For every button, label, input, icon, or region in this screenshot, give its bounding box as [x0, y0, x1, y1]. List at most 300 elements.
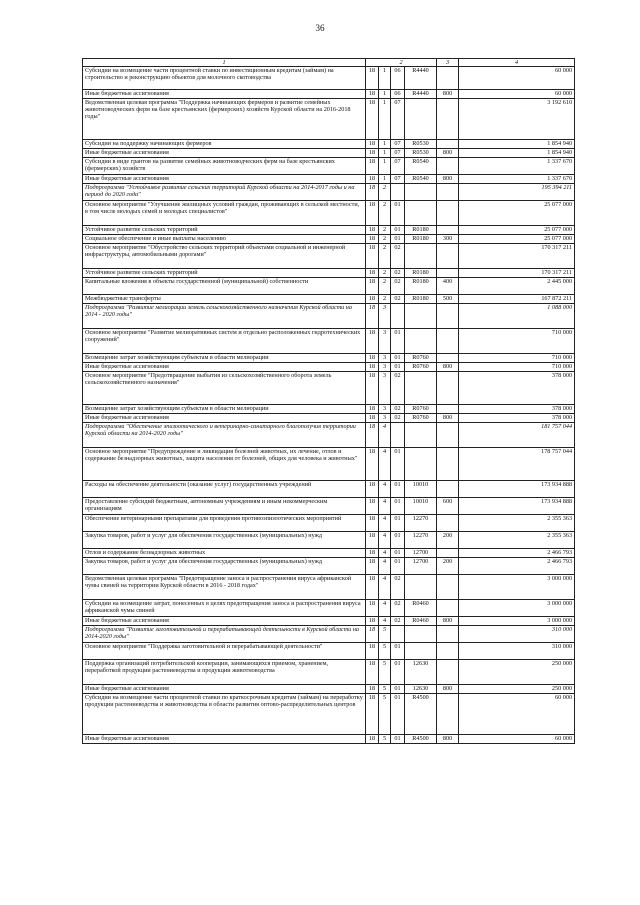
- row-code-expense-type: [437, 626, 459, 643]
- row-code-direction: [405, 201, 437, 226]
- row-code-direction: R0460: [405, 600, 437, 617]
- row-code-ministry: 18: [366, 329, 379, 354]
- row-code-subprogram: 4: [379, 575, 391, 600]
- row-code-expense-type: [437, 600, 459, 617]
- row-code-expense-type: [437, 549, 459, 558]
- row-amount: 250 000: [459, 660, 575, 685]
- row-code-activity: 01: [391, 735, 405, 744]
- row-code-expense-type: 200: [437, 558, 459, 575]
- row-code-ministry: 18: [366, 372, 379, 405]
- row-amount: 2 466 793: [459, 549, 575, 558]
- row-code-subprogram: 4: [379, 600, 391, 617]
- row-code-ministry: 18: [366, 201, 379, 226]
- row-amount: 60 000: [459, 67, 575, 90]
- row-amount: 2 355 363: [459, 532, 575, 549]
- table-row: [83, 354, 575, 363]
- row-code-activity: 01: [391, 694, 405, 735]
- row-name: Закупка товаров, работ и услуг для обеспечения государственных (муниципальных) нужд: [83, 558, 366, 575]
- row-code-expense-type: [437, 140, 459, 149]
- row-code-subprogram: 1: [379, 67, 391, 90]
- row-code-subprogram: 4: [379, 532, 391, 549]
- row-code-activity: 02: [391, 269, 405, 278]
- row-amount: 1 088 000: [459, 304, 575, 329]
- row-code-activity: 01: [391, 549, 405, 558]
- row-code-subprogram: 2: [379, 201, 391, 226]
- row-code-activity: [391, 304, 405, 329]
- row-code-subprogram: 4: [379, 423, 391, 448]
- row-name: Основное мероприятие "Поддержка заготовительной и перерабатывающей деятельности": [83, 643, 366, 660]
- row-code-ministry: 18: [366, 269, 379, 278]
- row-amount: 1 337 670: [459, 158, 575, 175]
- row-code-direction: 12630: [405, 660, 437, 685]
- row-amount: 250 000: [459, 685, 575, 694]
- row-code-subprogram: 2: [379, 235, 391, 244]
- row-code-expense-type: [437, 67, 459, 90]
- row-code-direction: 12700: [405, 558, 437, 575]
- row-name: Отлов и содержание безнадзорных животных: [83, 549, 366, 558]
- row-code-expense-type: [437, 201, 459, 226]
- row-code-subprogram: 5: [379, 685, 391, 694]
- table-row: [83, 372, 575, 405]
- row-name: Субсидии в виде грантов на развитие семейных животноводческих ферм на базе крестьянских (фермерских) хозяйств: [83, 158, 366, 175]
- row-amount: 1 854 940: [459, 140, 575, 149]
- row-code-expense-type: [437, 244, 459, 269]
- row-code-direction: R4500: [405, 694, 437, 735]
- row-code-direction: [405, 99, 437, 140]
- row-name: Подпрограмма "Устойчивое развитие сельских территорий Курской области на 2014-2017 годы и на период до 2020 года": [83, 184, 366, 201]
- table-row: [83, 414, 575, 423]
- row-amount: 173 934 888: [459, 498, 575, 515]
- row-code-ministry: 18: [366, 244, 379, 269]
- row-code-direction: [405, 372, 437, 405]
- row-code-direction: R0530: [405, 149, 437, 158]
- row-name: Иные бюджетные ассигнования: [83, 90, 366, 99]
- row-code-subprogram: 1: [379, 140, 391, 149]
- row-amount: 710 000: [459, 329, 575, 354]
- table-row: [83, 201, 575, 226]
- row-name: Основное мероприятие "Улучшение жилищных условий граждан, проживающих в сельской местности, в том числе молодых семей и молодых специалистов": [83, 201, 366, 226]
- row-code-direction: R0760: [405, 354, 437, 363]
- row-code-subprogram: 2: [379, 244, 391, 269]
- row-code-expense-type: [437, 575, 459, 600]
- row-code-activity: 02: [391, 414, 405, 423]
- row-code-direction: [405, 184, 437, 201]
- table-row: [83, 735, 575, 744]
- row-code-subprogram: 5: [379, 643, 391, 660]
- row-name: Иные бюджетные ассигнования: [83, 617, 366, 626]
- row-code-expense-type: 500: [437, 295, 459, 304]
- row-amount: 3 192 610: [459, 99, 575, 140]
- row-code-activity: 02: [391, 575, 405, 600]
- row-name: Поддержка организаций потребительской кооперации, занимающихся приемом, хранением, переработкой продукции растениеводства и продукции животноводства: [83, 660, 366, 685]
- row-code-direction: [405, 448, 437, 481]
- row-amount: 378 000: [459, 414, 575, 423]
- row-code-expense-type: 800: [437, 149, 459, 158]
- row-code-subprogram: 1: [379, 90, 391, 99]
- row-code-expense-type: [437, 448, 459, 481]
- row-code-expense-type: [437, 269, 459, 278]
- row-code-direction: R0530: [405, 140, 437, 149]
- row-code-activity: 01: [391, 226, 405, 235]
- row-code-ministry: 18: [366, 235, 379, 244]
- row-amount: 3 000 000: [459, 575, 575, 600]
- row-code-direction: R0760: [405, 405, 437, 414]
- row-amount: 378 000: [459, 405, 575, 414]
- table-row: [83, 269, 575, 278]
- row-name: Закупка товаров, работ и услуг для обеспечения государственных (муниципальных) нужд: [83, 532, 366, 549]
- row-amount: 2 445 000: [459, 278, 575, 295]
- row-name: Ведомственная целевая программа "Поддержка начинающих фермеров и развитие семейных животноводческих ферм на базе крестьянских (фермерских) хозяйств Курской области на 2016-2018 годы": [83, 99, 366, 140]
- row-code-direction: [405, 643, 437, 660]
- row-code-subprogram: 5: [379, 735, 391, 744]
- row-code-subprogram: 2: [379, 295, 391, 304]
- row-code-ministry: 18: [366, 549, 379, 558]
- table-row: [83, 532, 575, 549]
- row-code-expense-type: [437, 354, 459, 363]
- table-row: [83, 600, 575, 617]
- row-amount: 25 077 000: [459, 235, 575, 244]
- row-name: Капитальные вложения в объекты государственной (муниципальной) собственности: [83, 278, 366, 295]
- row-code-ministry: 18: [366, 481, 379, 498]
- row-code-direction: R0760: [405, 363, 437, 372]
- row-code-expense-type: 200: [437, 532, 459, 549]
- row-code-ministry: 18: [366, 67, 379, 90]
- header-cell-col3: 3: [437, 59, 459, 67]
- row-code-subprogram: 1: [379, 158, 391, 175]
- row-amount: 178 757 044: [459, 448, 575, 481]
- table-row: [83, 158, 575, 175]
- row-code-ministry: 18: [366, 423, 379, 448]
- table-row: [83, 694, 575, 735]
- row-code-subprogram: 1: [379, 175, 391, 184]
- row-code-subprogram: 4: [379, 549, 391, 558]
- row-code-activity: 01: [391, 515, 405, 532]
- row-code-ministry: 18: [366, 600, 379, 617]
- row-code-subprogram: 2: [379, 269, 391, 278]
- row-code-ministry: 18: [366, 226, 379, 235]
- table-row: [83, 685, 575, 694]
- row-code-expense-type: 800: [437, 175, 459, 184]
- row-code-expense-type: [437, 481, 459, 498]
- row-code-direction: [405, 575, 437, 600]
- row-amount: 3 000 000: [459, 617, 575, 626]
- row-name: Обеспечение ветеринарными препаратами для проведения противоэпизоотических мероприятий: [83, 515, 366, 532]
- row-code-subprogram: 1: [379, 149, 391, 158]
- row-code-expense-type: 400: [437, 278, 459, 295]
- table-row: [83, 304, 575, 329]
- table-row: [83, 226, 575, 235]
- row-code-direction: R0180: [405, 226, 437, 235]
- row-code-direction: 12700: [405, 549, 437, 558]
- table-row: [83, 515, 575, 532]
- row-amount: 3 000 000: [459, 600, 575, 617]
- table-row: [83, 405, 575, 414]
- row-code-ministry: 18: [366, 643, 379, 660]
- row-code-direction: [405, 329, 437, 354]
- row-code-ministry: 18: [366, 175, 379, 184]
- row-amount: 710 000: [459, 363, 575, 372]
- row-amount: 310 000: [459, 643, 575, 660]
- row-code-expense-type: 800: [437, 685, 459, 694]
- row-code-subprogram: 2: [379, 278, 391, 295]
- row-code-direction: R0180: [405, 295, 437, 304]
- row-code-activity: 01: [391, 448, 405, 481]
- row-code-activity: 01: [391, 498, 405, 515]
- row-code-expense-type: 800: [437, 90, 459, 99]
- row-name: Ведомственная целевая программа "Предотвращение заноса и распространения вируса африканской чумы свиней на территории Курской области в 2016 - 2018 годах": [83, 575, 366, 600]
- row-code-direction: [405, 626, 437, 643]
- row-code-activity: 06: [391, 67, 405, 90]
- row-amount: 181 757 044: [459, 423, 575, 448]
- row-name: Иные бюджетные ассигнования: [83, 149, 366, 158]
- row-name: Подпрограмма "Развитие заготовительной и перерабатывающей деятельности в Курской области на 2014-2020 годы": [83, 626, 366, 643]
- row-code-subprogram: 5: [379, 626, 391, 643]
- row-name: Расходы на обеспечение деятельности (оказание услуг) государственных учреждений: [83, 481, 366, 498]
- row-amount: 60 000: [459, 90, 575, 99]
- row-amount: 60 000: [459, 694, 575, 735]
- table-row: [83, 660, 575, 685]
- row-code-activity: 01: [391, 201, 405, 226]
- row-name: Устойчивое развитие сельских территорий: [83, 269, 366, 278]
- row-code-ministry: 18: [366, 735, 379, 744]
- row-name: Иные бюджетные ассигнования: [83, 175, 366, 184]
- row-code-ministry: 18: [366, 685, 379, 694]
- table-row: [83, 558, 575, 575]
- row-code-activity: [391, 423, 405, 448]
- row-code-ministry: 18: [366, 626, 379, 643]
- row-code-ministry: 18: [366, 140, 379, 149]
- row-code-subprogram: 3: [379, 405, 391, 414]
- row-name: Иные бюджетные ассигнования: [83, 735, 366, 744]
- row-code-subprogram: 5: [379, 660, 391, 685]
- row-code-direction: R0180: [405, 278, 437, 295]
- row-code-direction: [405, 423, 437, 448]
- row-code-activity: 07: [391, 140, 405, 149]
- row-code-subprogram: 3: [379, 304, 391, 329]
- row-amount: 1 337 670: [459, 175, 575, 184]
- row-name: Межбюджетные трансферты: [83, 295, 366, 304]
- row-amount: 173 934 888: [459, 481, 575, 498]
- row-code-subprogram: 3: [379, 414, 391, 423]
- row-code-ministry: 18: [366, 184, 379, 201]
- table-row: [83, 244, 575, 269]
- row-code-direction: 12270: [405, 515, 437, 532]
- row-code-subprogram: 2: [379, 184, 391, 201]
- row-code-expense-type: 800: [437, 617, 459, 626]
- table-row: [83, 448, 575, 481]
- row-code-ministry: 18: [366, 448, 379, 481]
- row-code-expense-type: [437, 515, 459, 532]
- row-amount: 710 000: [459, 354, 575, 363]
- header-cell-col1: 1: [83, 59, 366, 67]
- row-code-direction: [405, 244, 437, 269]
- table-row: [83, 175, 575, 184]
- table-row: [83, 575, 575, 600]
- row-code-activity: 01: [391, 235, 405, 244]
- row-code-activity: 01: [391, 481, 405, 498]
- page-number: 36: [315, 23, 325, 33]
- row-code-ministry: 18: [366, 532, 379, 549]
- table-row: [83, 184, 575, 201]
- row-code-subprogram: 3: [379, 372, 391, 405]
- row-name: Иные бюджетные ассигнования: [83, 414, 366, 423]
- row-code-ministry: 18: [366, 515, 379, 532]
- row-amount: 25 077 000: [459, 226, 575, 235]
- row-code-ministry: 18: [366, 278, 379, 295]
- table-row: [83, 626, 575, 643]
- row-code-expense-type: 800: [437, 363, 459, 372]
- table-row: [83, 149, 575, 158]
- row-code-expense-type: [437, 226, 459, 235]
- row-code-subprogram: 5: [379, 694, 391, 735]
- row-amount: 167 872 211: [459, 295, 575, 304]
- table-row: [83, 278, 575, 295]
- row-code-activity: 02: [391, 295, 405, 304]
- row-name: Основное мероприятие "Развитие мелиоративных систем и отдельно расположенных гидротехнических сооружений": [83, 329, 366, 354]
- row-code-ministry: 18: [366, 558, 379, 575]
- row-code-direction: R4440: [405, 90, 437, 99]
- table-row: [83, 423, 575, 448]
- row-amount: 195 394 211: [459, 184, 575, 201]
- row-code-expense-type: [437, 158, 459, 175]
- row-amount: 2 466 793: [459, 558, 575, 575]
- budget-table: [82, 58, 575, 744]
- row-code-ministry: 18: [366, 405, 379, 414]
- row-name: Иные бюджетные ассигнования: [83, 685, 366, 694]
- table-header-row: [83, 59, 575, 67]
- row-code-direction: R0460: [405, 617, 437, 626]
- row-code-activity: [391, 184, 405, 201]
- row-code-activity: 07: [391, 175, 405, 184]
- header-cell-col4: 4: [459, 59, 575, 67]
- table-row: [83, 235, 575, 244]
- row-code-activity: 01: [391, 532, 405, 549]
- row-code-expense-type: [437, 372, 459, 405]
- row-code-activity: 06: [391, 90, 405, 99]
- row-code-activity: 01: [391, 660, 405, 685]
- row-name: Иные бюджетные ассигнования: [83, 363, 366, 372]
- table-row: [83, 329, 575, 354]
- row-name: Возмещение затрат хозяйствующим субъектам в области мелиорации: [83, 354, 366, 363]
- row-name: Субсидии на поддержку начинающих фермеров: [83, 140, 366, 149]
- row-code-subprogram: 4: [379, 448, 391, 481]
- row-name: Предоставление субсидий бюджетным, автономным учреждениям и иным некоммерческим организациям: [83, 498, 366, 515]
- row-amount: 378 000: [459, 372, 575, 405]
- row-name: Устойчивое развитие сельских территорий: [83, 226, 366, 235]
- row-code-activity: 01: [391, 354, 405, 363]
- row-code-subprogram: 4: [379, 617, 391, 626]
- table-row: [83, 617, 575, 626]
- row-code-direction: R0760: [405, 414, 437, 423]
- row-code-expense-type: [437, 405, 459, 414]
- row-code-ministry: 18: [366, 660, 379, 685]
- row-code-direction: R0540: [405, 158, 437, 175]
- row-code-expense-type: [437, 329, 459, 354]
- row-code-direction: R0180: [405, 235, 437, 244]
- row-code-direction: 12270: [405, 532, 437, 549]
- table-row: [83, 295, 575, 304]
- row-name: Подпрограмма "Развитие мелиорации земель сельскохозяйственного назначения Курской области на 2014 - 2020 годы": [83, 304, 366, 329]
- row-code-ministry: 18: [366, 99, 379, 140]
- row-name: Подпрограмма "Обеспечение эпизоотического и ветеринарно-санитарного благополучия территории Курской области на 2014-2020 годы": [83, 423, 366, 448]
- row-amount: 170 317 211: [459, 269, 575, 278]
- row-code-ministry: 18: [366, 149, 379, 158]
- row-code-ministry: 18: [366, 575, 379, 600]
- row-code-expense-type: [437, 423, 459, 448]
- table-row: [83, 99, 575, 140]
- row-code-expense-type: [437, 660, 459, 685]
- row-code-activity: 02: [391, 372, 405, 405]
- row-code-activity: 01: [391, 329, 405, 354]
- row-code-expense-type: [437, 99, 459, 140]
- row-code-activity: 07: [391, 149, 405, 158]
- table-row: [83, 67, 575, 90]
- budget-table-body: [83, 59, 575, 744]
- row-code-subprogram: 4: [379, 558, 391, 575]
- row-code-direction: 12630: [405, 685, 437, 694]
- row-code-subprogram: 3: [379, 363, 391, 372]
- row-code-activity: 02: [391, 278, 405, 295]
- table-row: [83, 481, 575, 498]
- row-code-subprogram: 4: [379, 498, 391, 515]
- row-amount: 310 000: [459, 626, 575, 643]
- row-name: Субсидии на возмещение части процентной ставки по инвестиционным кредитам (займам) на строительство и реконструкцию объектов для молочного скотоводства: [83, 67, 366, 90]
- row-code-activity: [391, 626, 405, 643]
- row-code-ministry: 18: [366, 304, 379, 329]
- row-code-expense-type: 600: [437, 498, 459, 515]
- row-code-ministry: 18: [366, 354, 379, 363]
- row-code-activity: 01: [391, 363, 405, 372]
- row-code-activity: 01: [391, 643, 405, 660]
- row-code-direction: R0540: [405, 175, 437, 184]
- table-row: [83, 90, 575, 99]
- row-code-expense-type: 800: [437, 735, 459, 744]
- row-code-subprogram: 3: [379, 329, 391, 354]
- row-code-expense-type: [437, 694, 459, 735]
- row-code-activity: 02: [391, 617, 405, 626]
- table-row: [83, 140, 575, 149]
- row-name: Основное мероприятие "Предупреждение и ликвидация болезней животных, их лечение, отлов и содержание безнадзорных животных, защита населения от болезней, общих для человека и животных": [83, 448, 366, 481]
- row-code-direction: [405, 304, 437, 329]
- row-amount: 25 077 000: [459, 201, 575, 226]
- row-code-expense-type: [437, 184, 459, 201]
- table-row: [83, 363, 575, 372]
- row-code-activity: 02: [391, 405, 405, 414]
- row-name: Субсидии на возмещение части процентной ставки по краткосрочным кредитам (займам) на переработку продукции растениеводства и животноводства в области развития оптово-распределительных центров: [83, 694, 366, 735]
- row-amount: 60 000: [459, 735, 575, 744]
- row-code-direction: R4500: [405, 735, 437, 744]
- row-code-activity: 02: [391, 244, 405, 269]
- table-row: [83, 498, 575, 515]
- row-name: Субсидии на возмещение затрат, понесенных в целях предотвращения заноса и распространения вируса африканской чумы свиней: [83, 600, 366, 617]
- row-amount: 1 854 940: [459, 149, 575, 158]
- row-code-ministry: 18: [366, 498, 379, 515]
- row-code-ministry: 18: [366, 90, 379, 99]
- row-code-activity: 02: [391, 600, 405, 617]
- row-name: Основное мероприятие "Обустройство сельских территорий объектами социальной и инженерной инфраструктуры, автомобильными дорогами": [83, 244, 366, 269]
- row-code-subprogram: 4: [379, 481, 391, 498]
- row-name: Основное мероприятие "Предотвращение выбытия из сельскохозяйственного оборота земель сельскохозяйственного назначения": [83, 372, 366, 405]
- table-row: [83, 549, 575, 558]
- row-code-expense-type: [437, 304, 459, 329]
- row-code-ministry: 18: [366, 158, 379, 175]
- row-code-subprogram: 4: [379, 515, 391, 532]
- row-code-activity: 01: [391, 558, 405, 575]
- row-name: Возмещение затрат хозяйствующим субъектам в области мелиорации: [83, 405, 366, 414]
- row-code-activity: 01: [391, 685, 405, 694]
- row-name: Социальное обеспечение и иные выплаты населению: [83, 235, 366, 244]
- row-code-direction: R4440: [405, 67, 437, 90]
